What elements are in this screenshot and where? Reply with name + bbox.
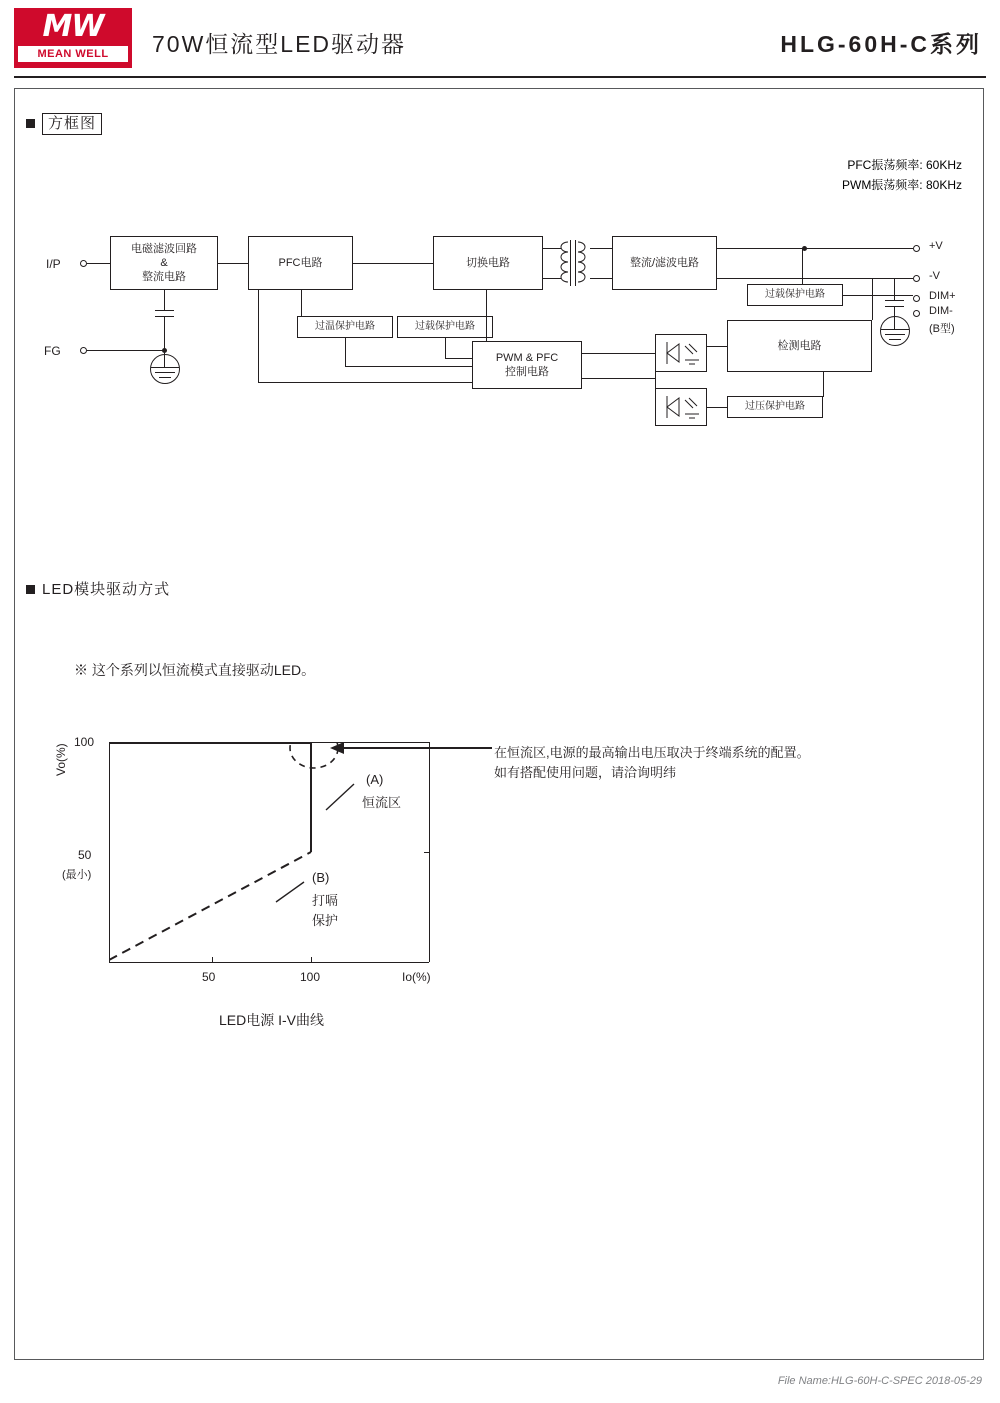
wire-otp-down: [345, 338, 346, 366]
box-pwm-pfc-control: [472, 341, 582, 389]
terminal-dim-minus: [913, 310, 920, 317]
wire-olp-to-dim: [843, 295, 913, 296]
callout-arrow: [314, 730, 494, 764]
box-ovp: 过压保护电路: [727, 396, 823, 418]
wire-control-opto1: [582, 353, 655, 354]
wire-pfc-feedback-down: [258, 290, 259, 382]
box-olp-output: 过载保护电路: [747, 284, 843, 306]
section-block-diagram-label: 方框图: [42, 113, 102, 135]
terminal-vminus: [913, 275, 920, 282]
graph-xtick-100: 100: [300, 970, 321, 984]
wire-emi-ground: [164, 290, 165, 310]
meanwell-logo: [14, 8, 132, 68]
box-emi-line2: &: [160, 257, 168, 269]
wire-input: [87, 263, 110, 264]
pfc-frequency-note: PFC振荡频率: 60KHz: [847, 158, 962, 172]
label-b-line3: 保护: [312, 913, 339, 928]
label-dim-minus: DIM-: [929, 305, 953, 317]
label-dim-plus: DIM+: [929, 290, 956, 302]
graph-ytick-100: 100: [74, 735, 95, 749]
wire-opto2-ovp: [707, 407, 727, 408]
model-name: HLG-60H-C系列: [780, 31, 982, 57]
wire-cap-to-fg: [164, 316, 165, 350]
wire-pfc-to-otp: [301, 290, 302, 316]
graph-xtick-50: 50: [202, 970, 216, 984]
input-label: I/P: [46, 257, 61, 271]
label-vminus: -V: [929, 270, 940, 282]
logo-mark: MW: [42, 9, 104, 44]
wire-otp-to-control: [345, 366, 472, 367]
led-drive-note: ※ 这个系列以恒流模式直接驱动LED。: [74, 662, 316, 678]
logo-name: MEAN WELL: [18, 46, 128, 62]
label-a-leader: [324, 778, 364, 814]
wire-fg: [87, 350, 165, 351]
footer-file-name: File Name:HLG-60H-C-SPEC 2018-05-29: [777, 1375, 982, 1387]
wire-out-cap: [894, 278, 895, 300]
header-divider: [14, 76, 986, 78]
graph-ytick-min: (最小): [62, 869, 92, 881]
box-rectifier-filter: 整流/滤波电路: [612, 236, 717, 290]
input-terminal: [80, 260, 87, 267]
terminal-vplus: [913, 245, 920, 252]
label-a-line2: 恒流区: [362, 795, 402, 810]
wire-xfmr-rect-top: [590, 248, 612, 249]
box-emi-line3: 整流电路: [142, 271, 186, 283]
box-emi-line1: 电磁滤波回路: [131, 243, 197, 255]
wire-opto1-detect: [707, 346, 727, 347]
wire-pfc-switching: [353, 263, 433, 264]
wire-opto-link: [655, 372, 656, 394]
page-title: 70W恒流型LED驱动器: [152, 31, 407, 57]
box-switching: 切换电路: [433, 236, 543, 290]
graph-right-border: [429, 742, 430, 962]
label-b-leader: [266, 878, 308, 908]
optocoupler-1-icon: [659, 338, 703, 368]
label-b-line1: (B): [312, 870, 330, 885]
side-note-line1: 在恒流区,电源的最高输出电压取决于终端系统的配置。: [494, 745, 810, 760]
cap-plate-top: [155, 310, 174, 311]
label-vplus: +V: [929, 240, 943, 252]
earth-circle: [150, 354, 180, 384]
block-diagram: [14, 88, 984, 538]
fg-label: FG: [44, 344, 61, 358]
wire-olp-down: [445, 338, 446, 358]
wire-detect-to-vminus: [872, 278, 873, 320]
label-btype: (B型): [929, 323, 955, 335]
wire-vplus-to-olp: [802, 248, 803, 284]
xfmr-primary-coil: [554, 240, 570, 286]
box-emi-rectifier: [110, 236, 218, 290]
section-led-drive-label: LED模块驱动方式: [42, 581, 171, 598]
label-a-line1: (A): [366, 772, 384, 787]
led-drive-section: [14, 560, 984, 1040]
page-header: [0, 0, 1000, 78]
graph-caption: LED电源 I-V曲线: [219, 1012, 325, 1028]
wire-control-feedback: [258, 382, 472, 383]
box-olp-input: 过载保护电路: [397, 316, 493, 338]
graph-x-axis-label: Io(%): [402, 970, 431, 984]
xfmr-secondary-coil: [576, 240, 592, 286]
wire-xfmr-rect-bot: [590, 278, 612, 279]
graph-y-axis-label: Vo(%): [54, 743, 68, 776]
curve-constant-current: [109, 743, 311, 852]
out-cap-plate-top: [885, 300, 904, 301]
wire-emi-pfc: [218, 263, 248, 264]
graph-ytick-50: 50: [78, 848, 92, 862]
box-pwm-line1: PWM & PFC: [495, 352, 559, 364]
optocoupler-2-icon: [659, 392, 703, 422]
terminal-dim-plus: [913, 295, 920, 302]
wire-switching-to-control: [486, 290, 487, 341]
box-detection: 检测电路: [727, 320, 872, 372]
out-earth-circle: [880, 316, 910, 346]
wire-olp-to-control: [445, 358, 472, 359]
label-b-line2: 打嗝: [312, 893, 339, 908]
box-pfc: PFC电路: [248, 236, 353, 290]
fg-terminal: [80, 347, 87, 354]
box-otp: 过温保护电路: [297, 316, 393, 338]
box-pwm-line2: 控制电路: [505, 366, 549, 378]
wire-output-vminus: [717, 278, 913, 279]
wire-output-vplus: [717, 248, 913, 249]
pwm-frequency-note: PWM振荡频率: 80KHz: [841, 178, 962, 192]
side-note-line2: 如有搭配使用问题，请洽询明纬: [494, 765, 677, 780]
wire-control-opto2: [582, 378, 655, 379]
wire-detect-to-ovp: [823, 372, 824, 397]
xfmr-core-1: [570, 240, 571, 286]
